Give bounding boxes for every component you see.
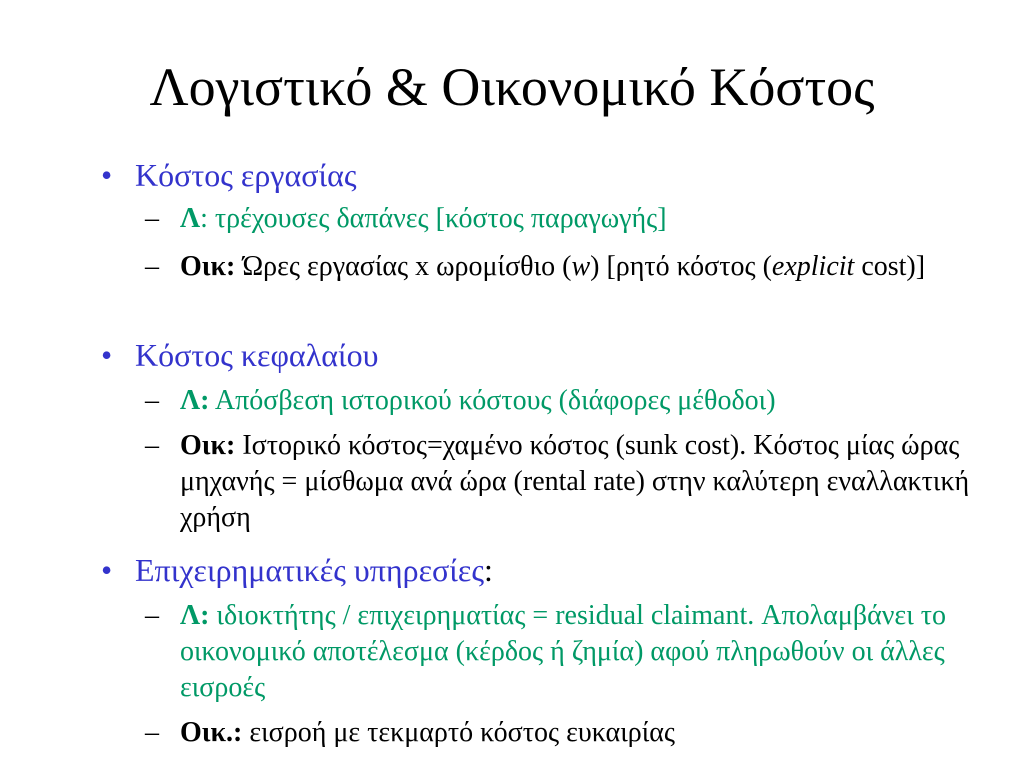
dash-icon: – [145,430,159,461]
dash-icon: – [145,600,159,631]
item-label-sep: : [200,203,208,234]
item-capital-economic [180,428,980,536]
bullet-icon: • [101,157,113,193]
item-text-w: w [571,251,591,282]
item-text: τρέχουσες δαπάνες [κόστος παραγωγής] [207,203,667,234]
item-business-economic [180,715,980,751]
section-heading-labor-cost [135,155,357,195]
item-label: Οικ.: [180,717,243,748]
item-text: εισροή με τεκμαρτό κόστος ευκαιρίας [242,717,676,748]
item-text: Ιστορικό κόστος=χαμένο κόστος (sunk cost). Κόστος μίας ώρας μηχανής = μίσθωμα ανά ώρα (rental rate) στην καλύτερη εναλλακτική χρήση [180,430,970,533]
section-heading-text: Επιχειρηματικές υπηρεσίες [135,552,484,588]
item-text-explicit: explicit [771,251,855,282]
item-text-b: ) [ρητό κόστος ( [590,251,772,282]
item-text: Απόσβεση ιστορικού κόστους (διάφορες μέθοδοι) [209,385,776,416]
item-label: Λ: [180,600,210,631]
item-text-c: cost)] [854,251,926,282]
dash-icon: – [145,203,159,234]
item-capital-accounting [180,383,980,419]
item-label: Οικ: [180,251,236,282]
item-business-accounting [180,598,980,706]
item-label: Οικ: [180,430,236,461]
dash-icon: – [145,251,159,282]
bullet-icon: • [101,552,113,588]
section-heading-suffix: : [484,552,493,588]
item-label: Λ: [180,385,210,416]
dash-icon: – [145,717,159,748]
item-text: ιδιοκτήτης / επιχειρηματίας = residual claimant. Απολαμβάνει το οικονομικό αποτέλεσμα (κέρδος ή ζημία) αφού πληρωθούν οι άλλες εισροές [180,600,946,703]
item-labor-accounting [180,201,980,237]
slide-title: Λογιστικό & Οικονομικό Κόστος [149,57,875,117]
item-text-a: Ώρες εργασίας x ωρομίσθιο ( [235,251,572,282]
section-heading-text: Κόστος εργασίας [135,157,357,193]
dash-icon: – [145,385,159,416]
section-heading-text: Κόστος κεφαλαίου [135,337,379,373]
item-labor-economic [180,249,980,285]
section-heading-business-services [135,550,493,590]
item-label: Λ [180,203,201,234]
bullet-icon: • [101,337,113,373]
section-heading-capital-cost [135,335,378,375]
